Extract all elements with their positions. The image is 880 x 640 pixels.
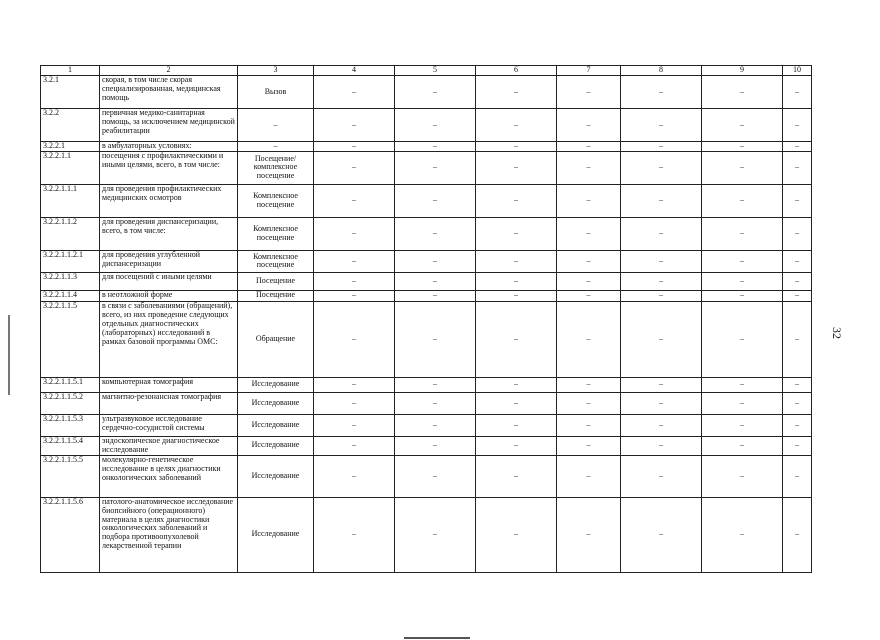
row-value: – xyxy=(557,497,621,572)
row-unit: Комплексное посещение xyxy=(238,250,314,272)
row-value: – xyxy=(702,184,783,217)
column-header: 3 xyxy=(238,66,314,76)
row-value: – xyxy=(621,455,702,497)
row-value: – xyxy=(557,455,621,497)
row-code: 3.2.2.1.1.4 xyxy=(41,290,100,301)
row-value: – xyxy=(783,272,812,290)
row-value: – xyxy=(557,414,621,436)
row-value: – xyxy=(395,301,476,377)
table-row xyxy=(41,151,812,184)
row-description: для посещений с иными целями xyxy=(100,272,238,290)
row-value: – xyxy=(314,414,395,436)
row-value: – xyxy=(557,392,621,414)
row-code: 3.2.2.1.1.5.3 xyxy=(41,414,100,436)
row-value: – xyxy=(476,414,557,436)
column-header: 4 xyxy=(314,66,395,76)
row-value: – xyxy=(476,142,557,152)
column-header: 6 xyxy=(476,66,557,76)
row-value: – xyxy=(783,184,812,217)
column-header: 1 xyxy=(41,66,100,76)
row-value: – xyxy=(702,301,783,377)
row-description: патолого-анатомическое исследование биопсийного (операционного) материала в целях диагностики онкологических заболеваний и подбора противоопухолевой лекарственной терапии xyxy=(100,497,238,572)
header-row xyxy=(41,66,812,76)
row-value: – xyxy=(476,301,557,377)
row-code: 3.2.2.1 xyxy=(41,142,100,152)
table-row xyxy=(41,455,812,497)
row-value: – xyxy=(621,142,702,152)
row-value: – xyxy=(476,377,557,392)
row-description: в связи с заболеваниями (обращений), всего, из них проведение следующих отдельных диагностических (лабораторных) исследований в рамках базовой программы ОМС: xyxy=(100,301,238,377)
row-value: – xyxy=(702,436,783,455)
row-value: – xyxy=(702,217,783,250)
row-unit: – xyxy=(238,109,314,142)
row-unit: Вызов xyxy=(238,76,314,109)
row-value: – xyxy=(314,250,395,272)
row-value: – xyxy=(476,76,557,109)
table-row xyxy=(41,377,812,392)
row-value: – xyxy=(702,392,783,414)
row-description: компьютерная томография xyxy=(100,377,238,392)
row-unit: Исследование xyxy=(238,377,314,392)
row-value: – xyxy=(557,436,621,455)
row-value: – xyxy=(395,151,476,184)
row-value: – xyxy=(314,392,395,414)
row-value: – xyxy=(783,109,812,142)
row-description: для проведения углубленной диспансеризации xyxy=(100,250,238,272)
row-value: – xyxy=(783,290,812,301)
column-header: 8 xyxy=(621,66,702,76)
table-row xyxy=(41,290,812,301)
row-value: – xyxy=(783,250,812,272)
row-value: – xyxy=(314,217,395,250)
row-value: – xyxy=(557,272,621,290)
row-value: – xyxy=(395,217,476,250)
row-value: – xyxy=(621,151,702,184)
row-value: – xyxy=(557,76,621,109)
row-value: – xyxy=(783,392,812,414)
row-unit: Комплексное посещение xyxy=(238,184,314,217)
row-code: 3.2.2.1.1 xyxy=(41,151,100,184)
row-value: – xyxy=(783,217,812,250)
row-unit: Посещение/ комплексное посещение xyxy=(238,151,314,184)
row-value: – xyxy=(621,301,702,377)
column-header: 7 xyxy=(557,66,621,76)
row-value: – xyxy=(557,109,621,142)
row-value: – xyxy=(621,217,702,250)
row-code: 3.2.2 xyxy=(41,109,100,142)
row-value: – xyxy=(621,184,702,217)
row-value: – xyxy=(783,497,812,572)
page-number: 32 xyxy=(830,327,844,339)
row-value: – xyxy=(702,151,783,184)
row-value: – xyxy=(476,109,557,142)
row-value: – xyxy=(557,142,621,152)
scan-edge-mark xyxy=(8,315,10,395)
row-unit: Обращение xyxy=(238,301,314,377)
row-code: 3.2.2.1.1.5.6 xyxy=(41,497,100,572)
row-value: – xyxy=(557,184,621,217)
row-unit: Посещение xyxy=(238,290,314,301)
row-value: – xyxy=(702,455,783,497)
table-row xyxy=(41,497,812,572)
row-value: – xyxy=(395,436,476,455)
row-value: – xyxy=(621,109,702,142)
row-value: – xyxy=(395,250,476,272)
row-value: – xyxy=(621,290,702,301)
row-unit: Исследование xyxy=(238,414,314,436)
row-value: – xyxy=(702,250,783,272)
row-value: – xyxy=(476,436,557,455)
row-code: 3.2.2.1.1.2.1 xyxy=(41,250,100,272)
row-description: эндоскопическое диагностическое исследование xyxy=(100,436,238,455)
row-value: – xyxy=(476,497,557,572)
row-unit: Исследование xyxy=(238,497,314,572)
row-unit: Комплексное посещение xyxy=(238,217,314,250)
column-header: 2 xyxy=(100,66,238,76)
row-value: – xyxy=(476,250,557,272)
row-description: в амбулаторных условиях: xyxy=(100,142,238,152)
row-description: молекулярно-генетическое исследование в целях диагностики онкологических заболеваний xyxy=(100,455,238,497)
row-code: 3.2.2.1.1.3 xyxy=(41,272,100,290)
row-value: – xyxy=(621,272,702,290)
data-table xyxy=(40,65,812,573)
row-unit: Исследование xyxy=(238,436,314,455)
row-value: – xyxy=(314,455,395,497)
row-unit: – xyxy=(238,142,314,152)
row-value: – xyxy=(702,497,783,572)
row-value: – xyxy=(395,290,476,301)
row-description: посещения с профилактическими и иными целями, всего, в том числе: xyxy=(100,151,238,184)
row-value: – xyxy=(621,76,702,109)
row-description: ультразвуковое исследование сердечно-сосудистой системы xyxy=(100,414,238,436)
row-value: – xyxy=(476,184,557,217)
row-value: – xyxy=(395,142,476,152)
row-unit: Исследование xyxy=(238,392,314,414)
row-value: – xyxy=(783,414,812,436)
row-value: – xyxy=(395,392,476,414)
row-value: – xyxy=(476,290,557,301)
row-description: первичная медико-санитарная помощь, за исключением медицинской реабилитации xyxy=(100,109,238,142)
row-code: 3.2.2.1.1.5.1 xyxy=(41,377,100,392)
column-header: 10 xyxy=(783,66,812,76)
row-value: – xyxy=(702,76,783,109)
row-value: – xyxy=(783,142,812,152)
row-code: 3.2.2.1.1.2 xyxy=(41,217,100,250)
table-row xyxy=(41,76,812,109)
table-row xyxy=(41,184,812,217)
row-value: – xyxy=(314,184,395,217)
row-code: 3.2.2.1.1.1 xyxy=(41,184,100,217)
row-value: – xyxy=(702,414,783,436)
table-row xyxy=(41,217,812,250)
row-value: – xyxy=(395,497,476,572)
row-code: 3.2.2.1.1.5.5 xyxy=(41,455,100,497)
table-row xyxy=(41,392,812,414)
row-value: – xyxy=(621,414,702,436)
row-value: – xyxy=(395,184,476,217)
row-value: – xyxy=(702,142,783,152)
row-value: – xyxy=(557,377,621,392)
row-description: в неотложной форме xyxy=(100,290,238,301)
row-code: 3.2.1 xyxy=(41,76,100,109)
row-value: – xyxy=(702,290,783,301)
row-value: – xyxy=(476,272,557,290)
row-value: – xyxy=(621,436,702,455)
row-value: – xyxy=(783,76,812,109)
table-row xyxy=(41,109,812,142)
row-value: – xyxy=(783,455,812,497)
row-value: – xyxy=(621,497,702,572)
row-unit: Исследование xyxy=(238,455,314,497)
row-value: – xyxy=(702,377,783,392)
table-row xyxy=(41,301,812,377)
row-value: – xyxy=(621,392,702,414)
row-value: – xyxy=(395,455,476,497)
row-value: – xyxy=(783,151,812,184)
row-value: – xyxy=(702,109,783,142)
row-code: 3.2.2.1.1.5.2 xyxy=(41,392,100,414)
table-row xyxy=(41,414,812,436)
table-row xyxy=(41,142,812,152)
row-code: 3.2.2.1.1.5.4 xyxy=(41,436,100,455)
row-value: – xyxy=(395,272,476,290)
row-value: – xyxy=(621,377,702,392)
column-header: 5 xyxy=(395,66,476,76)
row-value: – xyxy=(395,109,476,142)
row-value: – xyxy=(314,377,395,392)
row-value: – xyxy=(557,301,621,377)
row-value: – xyxy=(783,301,812,377)
table-row xyxy=(41,250,812,272)
row-value: – xyxy=(476,392,557,414)
row-description: для проведения профилактических медицинских осмотров xyxy=(100,184,238,217)
row-description: скорая, в том числе скорая специализированная, медицинская помощь xyxy=(100,76,238,109)
row-description: для проведения диспансеризации, всего, в том числе: xyxy=(100,217,238,250)
row-value: – xyxy=(476,151,557,184)
row-value: – xyxy=(476,455,557,497)
row-value: – xyxy=(314,301,395,377)
row-value: – xyxy=(314,142,395,152)
row-description: магнитно-резонансная томография xyxy=(100,392,238,414)
row-value: – xyxy=(314,497,395,572)
row-value: – xyxy=(783,377,812,392)
table-row xyxy=(41,272,812,290)
row-value: – xyxy=(395,76,476,109)
column-header: 9 xyxy=(702,66,783,76)
row-value: – xyxy=(395,414,476,436)
row-value: – xyxy=(314,272,395,290)
scan-bottom-mark xyxy=(404,637,470,639)
row-value: – xyxy=(621,250,702,272)
row-value: – xyxy=(395,377,476,392)
row-value: – xyxy=(314,290,395,301)
row-unit: Посещение xyxy=(238,272,314,290)
row-value: – xyxy=(314,109,395,142)
row-value: – xyxy=(557,217,621,250)
row-value: – xyxy=(702,272,783,290)
row-code: 3.2.2.1.1.5 xyxy=(41,301,100,377)
row-value: – xyxy=(314,151,395,184)
row-value: – xyxy=(314,76,395,109)
row-value: – xyxy=(314,436,395,455)
row-value: – xyxy=(557,151,621,184)
row-value: – xyxy=(557,250,621,272)
row-value: – xyxy=(476,217,557,250)
row-value: – xyxy=(557,290,621,301)
table-row xyxy=(41,436,812,455)
row-value: – xyxy=(783,436,812,455)
